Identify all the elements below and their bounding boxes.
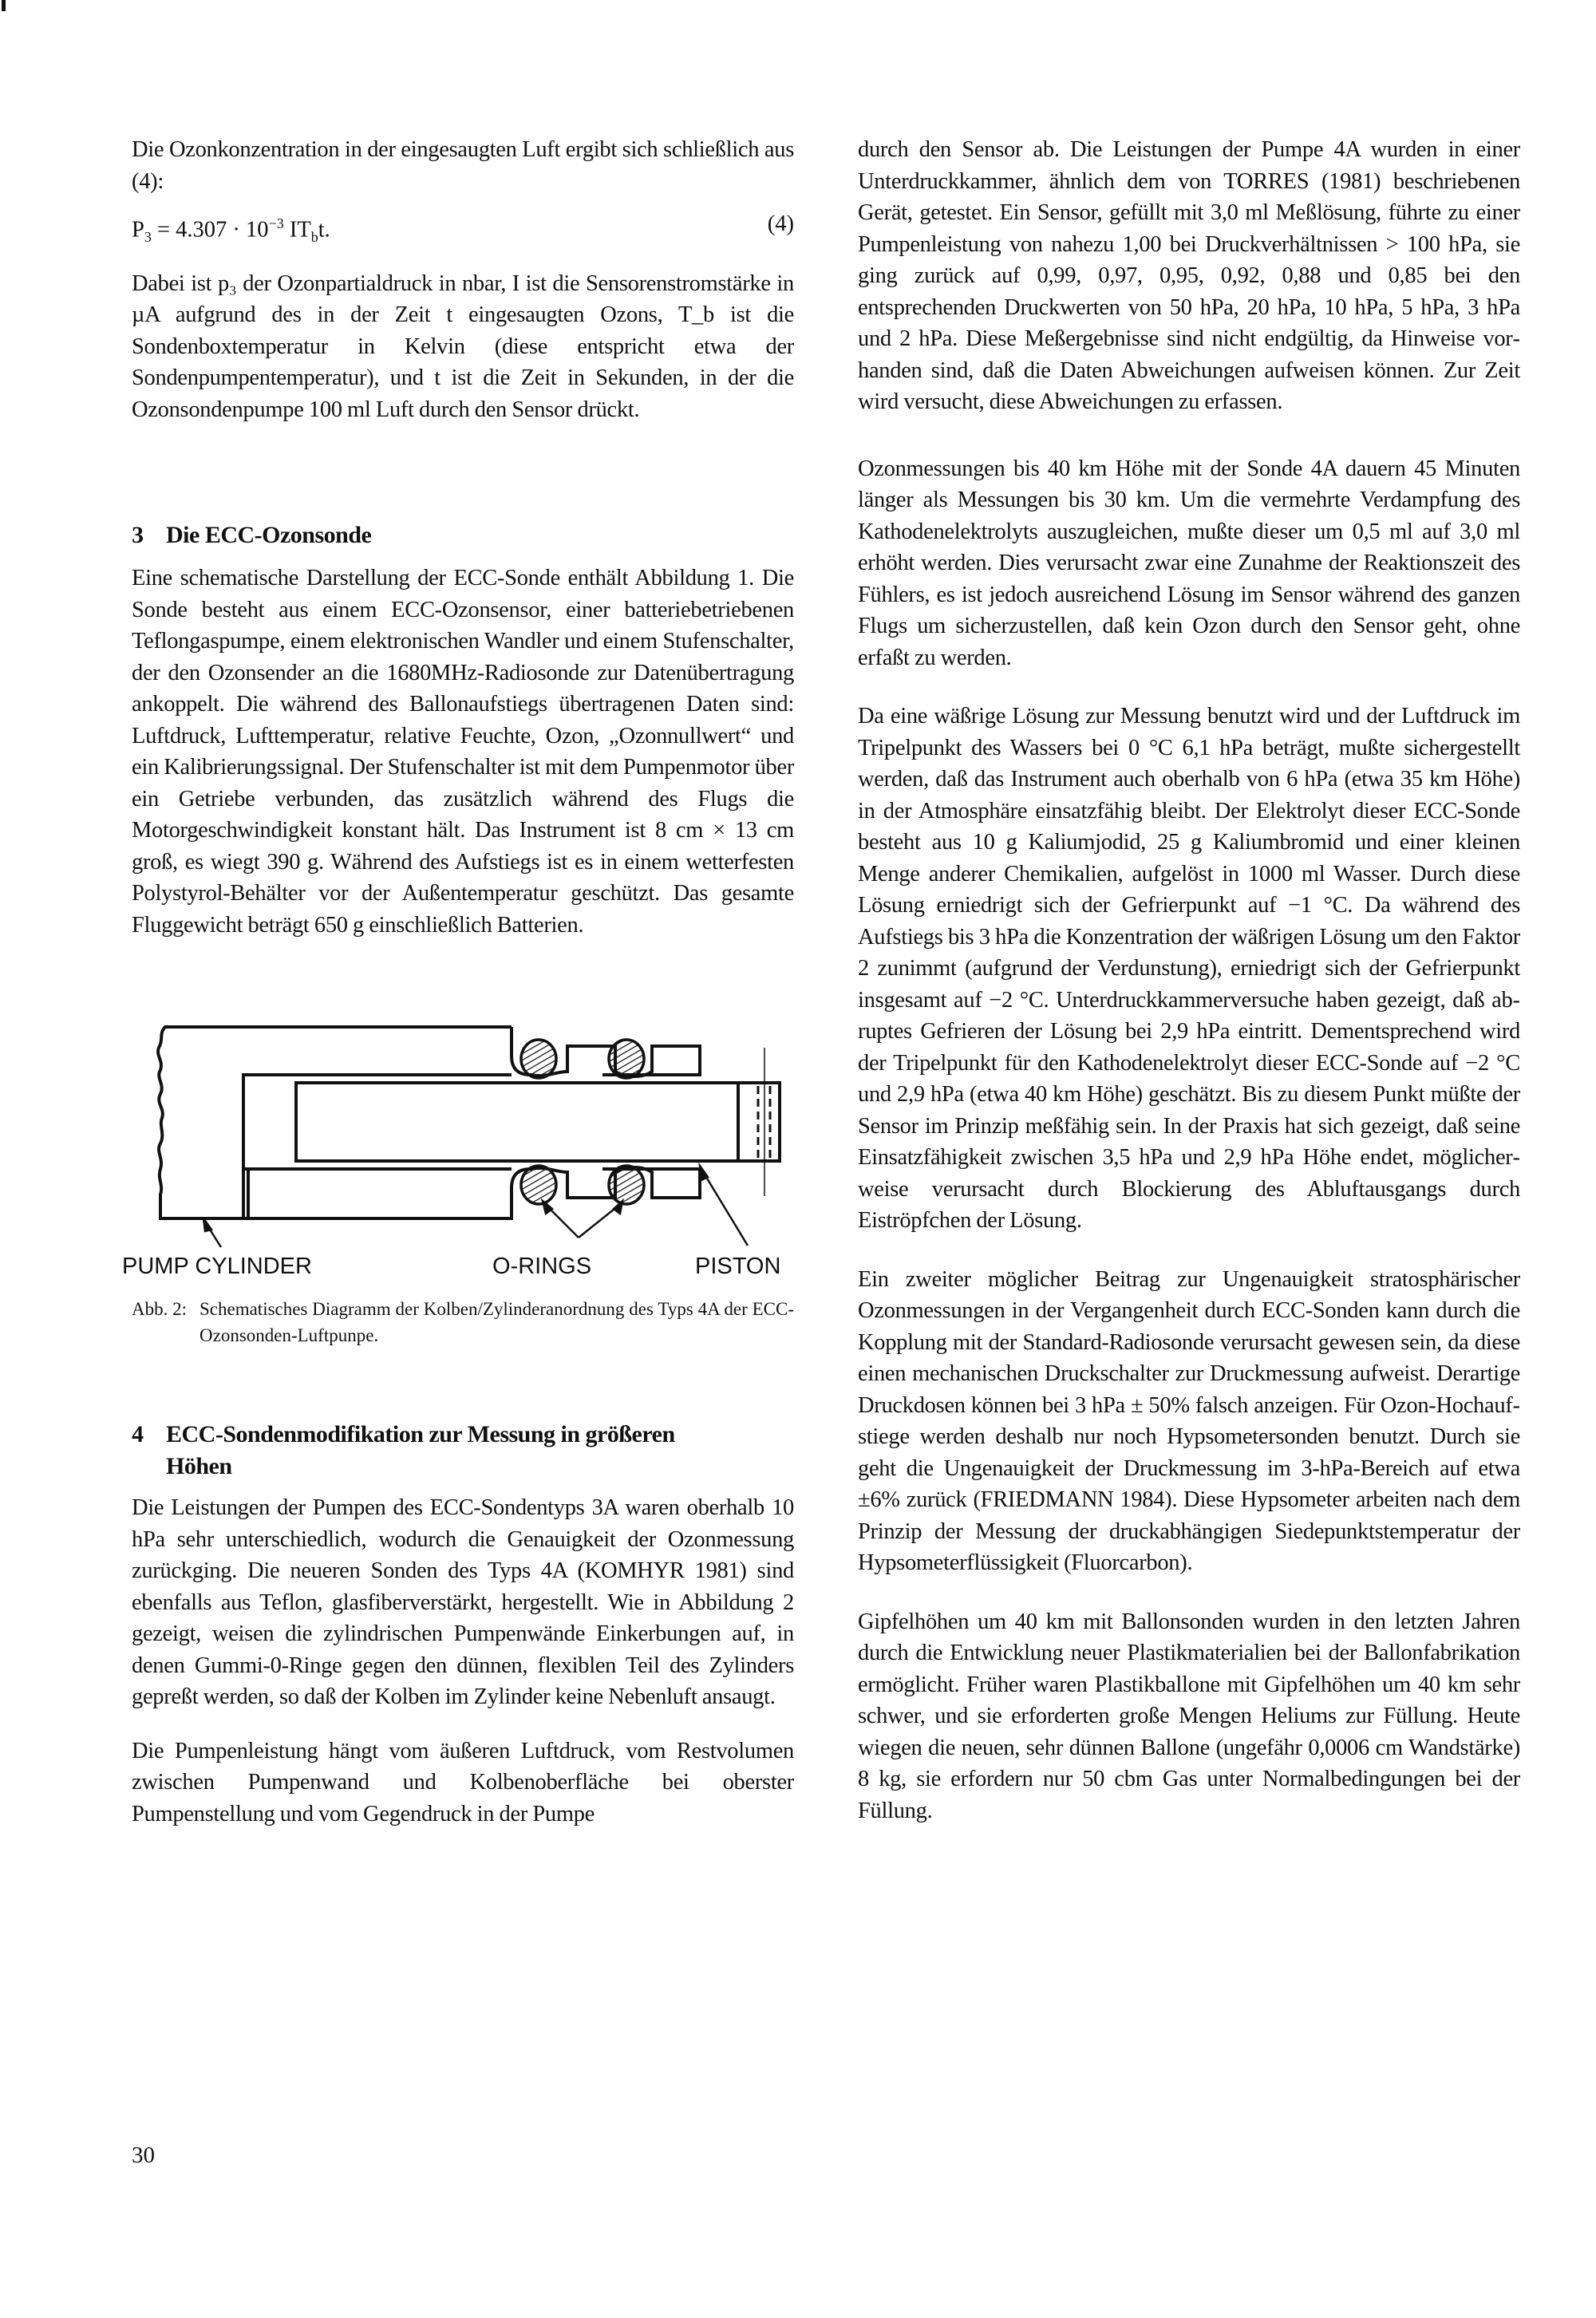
right-column — [858, 134, 1520, 1826]
caption-label: Abb. 2: — [132, 1299, 187, 1320]
section-4-paragraph-1: Die Leistungen der Pumpen des ECC-Sondentyps 3A waren oberhalb 10 hPa sehr unterschiedlich, wodurch die Genauigkeit der Ozonmessung zurückging. Die neueren Sonden des Typs 4A (KOMHYR 1981) sind ebenfalls aus Teflon, glasfiberverstärkt, hergestellt. Wie in Abbildung 2 gezeigt, weisen die zylindrischen Pumpenwände Einkerbungen auf, in denen Gummi-0-Ringe gegen den dünnen, flexiblen Teil des Zylinders gepreßt werden, so daß der Kolben im Zylinder keine Nebenluft ansaugt. — [132, 1495, 794, 1710]
caption-text: Schematisches Diagramm der Kolben/Zylinderanordnung des Typs 4A der ECC-Ozonsonden-Luftpunpe. — [200, 1299, 794, 1346]
section-number: 4 — [132, 1421, 144, 1448]
pump-test-paragraph: durch den Sensor ab. Die Leistungen der Pumpe 4A wurden in einer Unterdruckkammer, ähnlich dem von TORRES (1981) beschriebenen Gerät, getestet. Ein Sensor, gefüllt mit 3,0 ml Meßlösung, führte zu einer Pumpenleistung von nahezu 1,00 bei Druckverhältnissen > 100 hPa, sie ging zurück auf 0,99, 0,97, 0,95, 0,92, 0,88 und 0,85 bei den entsprechenden Druckwerten von 50 hPa, 20 hPa, 10 hPa, 5 hPa, 3 hPa und 2 hPa. Diese Meßergebnisse sind nicht endgültig, da Hinweise vorhanden sind, daß die Daten Abweichungen aufweisen können. Zur Zeit wird versucht, diese Abweichungen zu erfassen. — [858, 137, 1520, 414]
equation-number: (4) — [767, 211, 794, 236]
section-3-heading — [132, 519, 794, 551]
section-title: ECC-Sondenmodifikation zur Messung in größeren Höhen — [166, 1421, 675, 1480]
label-pump-cylinder: PUMP CYLINDER — [122, 1254, 312, 1280]
high-altitude-paragraph: Ozonmessungen bis 40 km Höhe mit der Sonde 4A dauern 45 Minuten länger als Messungen bis 30 km. Um die vermehrte Verdampfung des Kathodenelektrolyts auszugleichen, mußte dieser um 0,5 ml auf 3,0 ml erhöht werden. Dies verursacht zwar eine Zunahme der Reaktionszeit des Fühlers, es ist jedoch ausreichend Lösung im Sensor während des ganzen Flugs um sicherzustellen, daß kein Ozon durch den Sensor geht, ohne erfaßt zu werden. — [858, 456, 1520, 670]
section-title: Die ECC-Ozonsonde — [166, 522, 372, 549]
equation-4 — [132, 208, 794, 254]
figure-caption — [132, 1296, 794, 1349]
section-3-paragraph: Eine schematische Darstellung der ECC-Sonde enthält Abbildung 1. Die Sonde besteht aus einem ECC-Ozonsensor, einer batteriebetriebenen Teflongaspumpe, einem elektronischen Wandler und einem Stufenschalter, der den Ozonsender an die 1680MHz-Radiosonde zur Datenübertragung ankoppelt. Die während des Ballonaufstiegs übertragenen Daten sind: Luftdruck, Lufttemperatur, relative Feuchte, Ozon, „Ozonnullwert“ und ein Kalibrierungssignal. Der Stufenschalter ist mit dem Pumpenmotor über ein Getriebe verbunden, das zusätzlich während des Flugs die Motorgeschwindigkeit konstant hält. Das Instrument ist 8 cm × 13 cm groß, es wiegt 390 g. Während des Aufstiegs ist es in einem wetterfesten Polystyrol-Behälter vor der Außentemperatur geschützt. Das gesamte Fluggewicht beträgt 650 g einschließlich Batterien. — [132, 566, 795, 938]
left-column — [122, 134, 795, 1830]
scan-edge-mark — [2, 0, 6, 11]
section-4-heading — [132, 1419, 794, 1483]
section-number: 3 — [132, 522, 144, 549]
label-o-rings: O-RINGS — [492, 1254, 592, 1280]
explanation-paragraph: Dabei ist p₃ der Ozonpartialdruck in nbar, I ist die Sensorenstromstärke in µA aufgrund des in der Zeit t eingesaugten Ozons, T_b ist die Sondenboxtemperatur in Kelvin (diese entspricht etwa der Sondenpumpentemperatur), und t ist die Zeit in Sekunden, in der die Ozonsondenpumpe 100 ml Luft durch den Sensor drückt. — [132, 270, 794, 422]
electrolyte-paragraph: Da eine wäßrige Lösung zur Messung benutzt wird und der Luftdruck im Tripelpunkt des Wassers bei 0 °C 6,1 hPa beträgt, mußte sichergestellt werden, daß das Instrument auch oberhalb von 6 hPa (etwa 35 km Höhe) in der Atmosphäre einsatzfähig bleibt. Der Elektrolyt dieser ECC-Sonde besteht aus 10 g Kaliumjodid, 25 g Kaliumbromid und einer kleinen Menge anderer Chemikalien, aufgelöst in 1000 ml Wasser. Durch diese Lösung erniedrigt sich der Gefrierpunkt auf −1 °C. Da während des Aufstiegs bis 3 hPa die Konzentration der wäßrigen Lösung um den Faktor 2 zunimmt (aufgrund der Verdunstung), erniedrigt sich der Gefrierpunkt insgesamt auf −2 °C. Unterdruckkammerversuche haben gezeigt, daß abruptes Gefrieren der Lösung bei 2,9 hPa eintritt. Dementsprechend wird der Tripelpunkt für den Kathodenelektrolyt dieser ECC-Sonde auf −2 °C und 2,9 hPa (etwa 40 km Höhe) geschätzt. Bis zu diesem Punkt müßte der Sensor im Prinzip meßfähig sein. In der Praxis hat sich gezeigt, daß seine Einsatzfähigkeit zwischen 3,5 hPa und 2,9 hPa Höhe endet, möglicherweise verursacht durch Blockierung des Abluftausgangs durch Eiströpfchen der Lösung. — [858, 704, 1520, 1233]
section-4-paragraph-2: Die Pumpenleistung hängt vom äußeren Luftdruck, vom Restvolumen zwischen Pumpenwand und Kolbenoberfläche bei oberster Pumpenstellung und vom Gegendruck in der Pumpe — [132, 1738, 794, 1826]
pump-piston-diagram — [122, 1014, 794, 1289]
radiosonde-paragraph: Ein zweiter möglicher Beitrag zur Ungenauigkeit stratosphärischer Ozonmessungen in der Vergangenheit durch ECC-Sonden kann durch die Kopplung mit der Standard-Radiosonde verursacht gewesen sein, da diese einen mechanischen Druckschalter zur Druckmessung aufweist. Derartige Druckdosen können bei 3 hPa ± 50% falsch anzeigen. Für Ozon-Hochaufstiege werden deshalb nur noch Hypsometersonden benutzt. Durch sie geht die Ungenauigkeit der Druckmessung im 3-hPa-Bereich auf etwa ±6% zurück (FRIEDMANN 1984). Diese Hypsometer arbeiten nach dem Prinzip der Messung der druckabhängigen Siedepunktstemperatur der Hypsometerflüssigkeit (Fluorcarbon). — [858, 1266, 1520, 1575]
intro-paragraph: Die Ozonkonzentration in der eingesaugten Luft ergibt sich schließlich aus (4): — [132, 137, 794, 194]
balloon-paragraph: Gipfelhöhen um 40 km mit Ballonsonden wurden in den letzten Jahren durch die Entwicklung neuer Plastikmaterialien bei der Ballonfabrikation ermöglicht. Früher waren Plastikballone mit Gipfelhöhen um 40 km sehr schwer, und sie erforderten große Mengen Heliums zur Füllung. Heute wiegen die neuen, sehr dünnen Ballone (ungefähr 0,0006 cm Wandstärke) 8 kg, sie erfordern nur 50 cbm Gas unter Normalbedingungen bei der Füllung. — [858, 1609, 1520, 1823]
piston-cylinder-schematic — [132, 1014, 794, 1254]
page-number: 30 — [132, 2142, 155, 2168]
label-piston: PISTON — [695, 1254, 781, 1280]
equation-body: $P_3 = 4.307 \cdot 10^{-3}$ $IT_bt$. — [132, 215, 330, 246]
